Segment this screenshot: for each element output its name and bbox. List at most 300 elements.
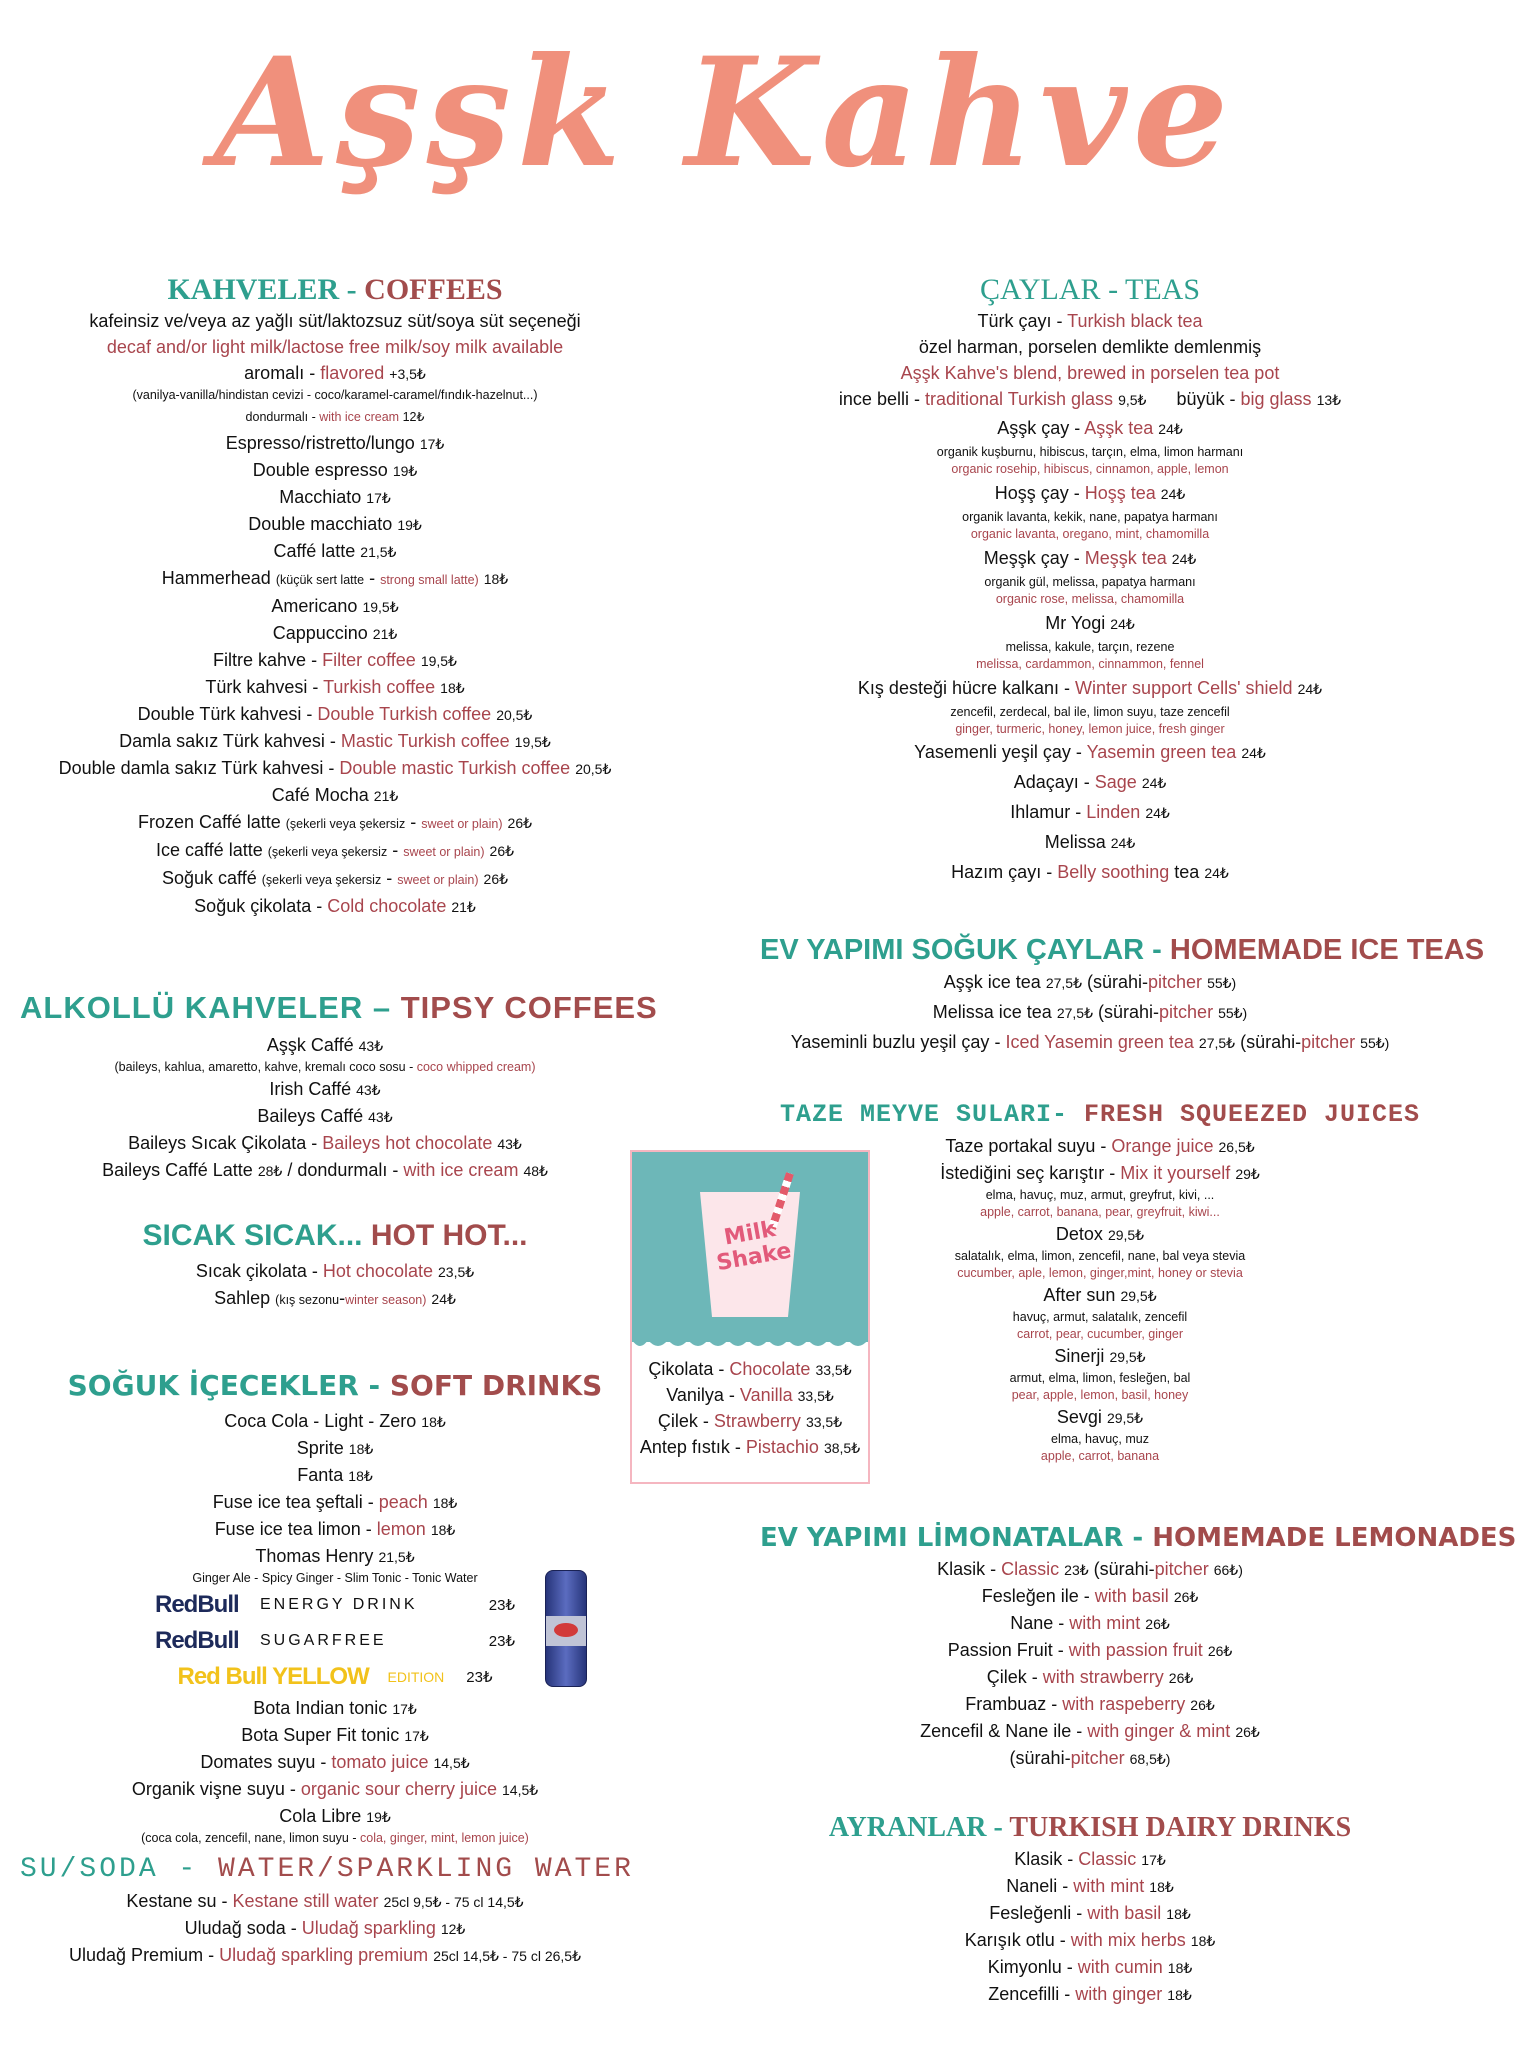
item-name: Filtre kahve [213,650,307,670]
menu-item: Soğuk caffé (şekerli veya şekersiz - sweet or plain) 26₺ [161,868,509,888]
item-name-en: peach [378,1492,428,1512]
menu-item [30,430,640,457]
pitcher-label-en: pitcher [1159,1002,1214,1022]
item-price: 18₺ [483,571,509,587]
menu-item: Fuse ice tea limon - lemon 18₺ [214,1519,456,1539]
item-price: 38,5₺ [823,1440,861,1456]
flavored-line: aromalı - flavored +3,5₺ [244,363,426,383]
item-name: Klasik [937,1559,986,1579]
menu-item: Nane - with mint 26₺ [1010,1613,1170,1633]
item-ingredients: havuç, armut, salatalık, zencefil [1012,1310,1188,1324]
menu-item: Aşşk çay - Aşşk tea 24₺ [997,418,1183,438]
item-name: Melissa [1044,832,1106,852]
item-name-en: Mastic Turkish coffee [340,731,510,751]
redbull-row [178,1659,493,1695]
menu-item: Taze portakal suyu - Orange juice 26,5₺ [945,1136,1255,1156]
item-ingredients-en: organic lavanta, oregano, mint, chamomilla [970,527,1210,541]
item-price: 26₺ [1145,1616,1170,1632]
pitcher-price: 55₺) [1207,975,1237,991]
menu-item: Fesleğenli - with basil 18₺ [989,1903,1191,1923]
item-price: 24₺ [1171,551,1197,567]
options-line: kafeinsiz ve/veya az yağlı süt/laktozsuz süt/soya süt seçeneği [89,311,581,331]
hot-heading: SICAK SICAK... HOT HOT... [142,1219,528,1252]
menu-item: Kestane su - Kestane still water 25cl 9,5₺ - 75 cl 14,5₺ [126,1891,524,1911]
item-name: Naneli [1006,1876,1058,1896]
menu-item: Naneli - with mint 18₺ [1006,1876,1174,1896]
menu-item: Baileys Caffé 43₺ [257,1106,393,1126]
item-name-en: Turkish coffee [323,677,436,697]
menu-item: İstediğini seç karıştır - Mix it yourself 29₺ [940,1163,1260,1183]
item-ingredients-en: pear, apple, lemon, basil, honey [1011,1388,1189,1402]
icetea-heading: EV YAPIMI SOĞUK ÇAYLAR - HOMEMADE ICE TEAS [760,934,1485,966]
item-price: 18₺ [1167,1960,1193,1976]
item-name: Sinerji [1054,1346,1105,1366]
item-price: 17₺ [392,1701,417,1717]
item-ingredients-en: apple, carrot, banana, pear, greyfruit, kiwi... [980,1205,1220,1219]
item-name: İstediğini seç karıştır [940,1163,1105,1183]
item-name: Double Türk kahvesi [137,704,302,724]
milkshake-list [632,1357,868,1461]
coffee-list [30,430,640,920]
item-name: Klasik [1014,1849,1063,1869]
menu-item: Meşşk çay - Meşşk tea 24₺ [983,548,1197,568]
tipsy-section [20,990,658,1184]
item-name: Hoşş çay [994,483,1069,503]
item-name: Aşşk ice tea [943,972,1041,992]
item-name: Çikolata [648,1359,714,1379]
menu-item: Hoşş çay - Hoşş tea 24₺ [994,483,1186,503]
item-name-en: Vanilla [739,1385,793,1405]
tea-list-2 [760,738,1420,888]
item-name: Aşşk çay [997,418,1070,438]
item-name-en: Double Turkish coffee [317,704,492,724]
item-price: 17₺ [366,490,391,506]
menu-item: Damla sakız Türk kahvesi - Mastic Turkish coffee 19,5₺ [119,731,551,751]
redbull-variant: ENERGY DRINK [260,1596,418,1613]
item-name-en: Linden [1086,802,1141,822]
item-ingredients-en: organic rose, melissa, chamomilla [995,592,1185,606]
menu-item [30,1722,640,1749]
item-name: Macchiato [279,487,362,507]
item-name: Ice caffé latte [155,840,263,860]
item-name-en: Hoşş tea [1084,483,1156,503]
menu-item: Antep fıstık - Pistachio 38,5₺ [639,1437,861,1457]
item-name: Ihlamur [1010,802,1071,822]
item-price: 19₺ [366,1809,391,1825]
item-price: 21,5₺ [378,1549,415,1565]
coffees-section [30,272,640,920]
menu-item: Domates suyu - tomato juice 14,5₺ [200,1752,470,1772]
item-name-en: with basil [1087,1903,1162,1923]
item-name: Fesleğenli [989,1903,1072,1923]
item-name-en: Orange juice [1111,1136,1214,1156]
lemonade-list [760,1556,1420,1745]
tea-glass-sizes: ince belli - traditional Turkish glass 9,5₺ büyük - big glass 13₺ [838,389,1342,409]
menu-item: Sahlep (kış sezonu-winter season) 24₺ [214,1288,456,1308]
item-price: 18₺ [430,1522,456,1538]
item-name: Vanilya [666,1385,724,1405]
item-ingredients-en: cucumber, aple, lemon, ginger,mint, honey or stevia [957,1266,1243,1280]
item-ingredients: elma, havuç, muz, armut, greyfrut, kivi, ... [985,1188,1215,1202]
item-ingredients: armut, elma, limon, fesleğen, bal [1009,1371,1191,1385]
ayran-list [760,1846,1420,2008]
pitcher-price: (sürahi-pitcher 68,5₺) [1009,1748,1171,1768]
item-name: Taze portakal suyu [945,1136,1096,1156]
item-price: 26₺ [1190,1697,1215,1713]
item-name: Nane [1010,1613,1054,1633]
item-name: Kış desteği hücre kalkanı [857,678,1060,698]
item-name: After sun [1043,1285,1116,1305]
pitcher-label-en: pitcher [1154,1559,1209,1579]
wave-decoration [632,1332,868,1354]
item-ingredients: organik kuşburnu, hibiscus, tarçın, elma, limon harmanı [936,445,1244,459]
item-price: 19₺ [397,517,422,533]
item-price: 19,5₺ [362,599,399,615]
item-price: 18₺ [1167,1987,1192,2003]
item-name: Organik vişne suyu [131,1779,285,1799]
item-name-en: Filter coffee [322,650,416,670]
item-name: Thomas Henry [255,1546,374,1566]
item-price: 18₺ [348,1441,374,1457]
item-price: 21₺ [373,788,399,804]
item-price: 18₺ [1149,1879,1174,1895]
juices-heading: TAZE MEYVE SULARI- FRESH SQUEEZED JUICES [779,1100,1421,1129]
item-price: 29,5₺ [1120,1288,1157,1304]
item-price: 33,5₺ [805,1414,843,1430]
item-name: Fuse ice tea şeftali [212,1492,363,1512]
item-name-en: Pistachio [745,1437,819,1457]
menu-item: Karışık otlu - with mix herbs 18₺ [964,1930,1216,1950]
item-name: Türk kahvesi [205,677,308,697]
item-name-suffix: tea [1174,862,1200,882]
redbull-row [155,1587,515,1623]
item-ingredients: organik lavanta, kekik, nane, papatya harmanı [962,510,1218,524]
ice-cream-line: dondurmalı - with ice cream 12₺ [245,410,425,424]
water-list [20,1888,630,1969]
menu-item: Filtre kahve - Filter coffee 19,5₺ [213,650,457,670]
menu-item [30,1803,640,1830]
item-price: 24₺ [1158,421,1183,437]
menu-item [30,620,640,647]
menu-item: Ihlamur - Linden 24₺ [1010,802,1170,822]
tea-list [760,413,1420,738]
menu-item [30,1695,640,1722]
item-name: Damla sakız Türk kahvesi [119,731,325,751]
item-name-en: Yasemin green tea [1086,742,1237,762]
flavor-list: (vanilya-vanilla/hindistan cevizi - coco/karamel-caramel/fındık-hazelnut...) [132,388,538,402]
redbull-price: 23₺ [466,1669,493,1686]
ayran-section [760,1810,1420,2008]
tea-blend-desc: özel harman, porselen demlikte demlenmiş [918,337,1262,357]
item-price: 18₺ [1190,1933,1216,1949]
menu-item: Çilek - Strawberry 33,5₺ [657,1411,843,1431]
options-line-en: decaf and/or light milk/lactose free milk/soy milk available [106,337,564,357]
redbull-row [155,1623,515,1659]
soft-list [30,1408,640,1570]
pitcher-label-en: pitcher [1301,1032,1356,1052]
milkshake-logo: Milk Shake [714,1216,794,1277]
item-name-en: Sage [1094,772,1137,792]
pitcher-label: (sürahi- [1093,1559,1155,1579]
item-name: Detox [1055,1224,1103,1244]
lemonades-section [760,1520,1516,1772]
item-note-en: sweet or plain) [397,873,479,887]
item-price: 26₺ [507,815,533,831]
item-name: Cappuccino [272,623,368,643]
item-name-en: Aşşk tea [1084,418,1154,438]
item-name: Antep fıstık [639,1437,730,1457]
item-name: Fesleğen ile [981,1586,1079,1606]
menu-item: Baileys Sıcak Çikolata - Baileys hot chocolate 43₺ [128,1133,522,1153]
menu-item: Uludağ soda - Uludağ sparkling 12₺ [184,1918,466,1938]
item-name-en: Cold chocolate [327,896,447,916]
item-name-en: with passion fruit [1068,1640,1203,1660]
item-name: Double macchiato [248,514,393,534]
lemonades-heading: EV YAPIMI LİMONATALAR - HOMEMADE LEMONADES [760,1523,1516,1553]
item-note: (küçük sert latte [275,573,365,587]
item-price: 25cl 14,5₺ - 75 cl 26,5₺ [433,1948,581,1964]
menu-item: Sıcak çikolata - Hot chocolate 23,5₺ [195,1261,475,1281]
water-section [20,1852,634,1969]
item-name: Fanta [297,1465,344,1485]
item-price: 20,5₺ [496,707,533,723]
menu-item [30,1543,640,1570]
item-name-en: Mix it yourself [1120,1163,1231,1183]
menu-item: Irish Caffé 43₺ [269,1079,381,1099]
item-name: Bota Indian tonic [253,1698,388,1718]
item-price: 19,5₺ [514,734,551,750]
item-name: Passion Fruit [947,1640,1053,1660]
item-price: 24₺ [1141,775,1167,791]
item-name-en: Belly soothing [1057,862,1170,882]
redbull-variant: EDITION [387,1669,445,1685]
item-name-en: Kestane still water [232,1891,379,1911]
item-price: 21₺ [372,626,398,642]
menu-item: Türk çayı - Turkish black tea [977,311,1203,331]
item-name: Soğuk çikolata [194,896,312,916]
item-name-en: Uludağ sparkling [301,1918,436,1938]
menu-item [30,1435,640,1462]
item-price: 20,5₺ [575,761,612,777]
item-name-en: with mix herbs [1070,1930,1186,1950]
item-name: Frozen Caffé latte [137,812,281,832]
menu-item: Türk kahvesi - Turkish coffee 18₺ [205,677,465,697]
item-name: Caffé latte [273,541,356,561]
item-price: 25cl 9,5₺ - 75 cl 14,5₺ [383,1894,524,1910]
item-name-en: Double mastic Turkish coffee [339,758,571,778]
menu-item [760,608,1420,639]
item-price: 33,5₺ [815,1362,852,1378]
menu-item: Yasemenli yeşil çay - Yasemin green tea 24₺ [914,742,1266,762]
item-name: Zencefil & Nane ile [920,1721,1072,1741]
item-price: 17₺ [419,436,445,452]
item-note-en: sweet or plain) [403,845,485,859]
item-note-en: strong small latte) [380,573,479,587]
item-name: Domates suyu [200,1752,316,1772]
redbull-logo: RedBull [155,1627,239,1654]
item-name: Yasemenli yeşil çay [914,742,1071,762]
item-name-en: lemon [376,1519,426,1539]
milkshake-panel [630,1150,870,1484]
item-price: 24₺ [1204,865,1229,881]
item-name-en: Chocolate [729,1359,811,1379]
item-price: 14,5₺ [502,1782,539,1798]
item-ingredients-en: apple, carrot, banana [1040,1449,1160,1463]
menu-item [30,1408,640,1435]
menu-item: Organik vişne suyu - organic sour cherry juice 14,5₺ [131,1779,539,1799]
menu-item: Çilek - with strawberry 26₺ [986,1667,1194,1687]
item-price: 17₺ [1141,1852,1166,1868]
item-price: 27,5₺ [1045,975,1082,991]
item-price: 26₺ [1173,1589,1199,1605]
tea-blend-desc-en: Aşşk Kahve's blend, brewed in porselen tea pot [900,363,1280,383]
item-price: 24₺ [1297,681,1323,697]
item-name-en: with strawberry [1042,1667,1164,1687]
item-ingredients-en: carrot, pear, cucumber, ginger [1016,1327,1184,1341]
item-price: 29,5₺ [1106,1410,1144,1426]
item-price: 23₺ [1064,1562,1089,1578]
item-price: 24₺ [1160,486,1186,502]
pitcher-label: (sürahi- [1240,1032,1302,1052]
menu-item: Double Türk kahvesi - Double Turkish coffee 20,5₺ [137,704,533,724]
item-name: Frambuaz [965,1694,1047,1714]
menu-item: Frozen Caffé latte (şekerli veya şekersiz - sweet or plain) 26₺ [137,812,533,832]
item-note: (şekerli veya şekersiz [285,817,406,831]
redbull-price: 23₺ [488,1633,515,1650]
pitcher-label-en: pitcher [1148,972,1203,992]
menu-item [760,828,1420,858]
menu-item: Zencefilli - with ginger 18₺ [988,1984,1192,2004]
item-name-en: Classic [1001,1559,1060,1579]
menu-item [760,968,1420,998]
item-price: 26₺ [483,871,509,887]
item-name: Hammerhead [161,568,271,588]
item-ingredients: melissa, kakule, tarçın, rezene [1005,640,1175,654]
item-name: Çilek [657,1411,698,1431]
item-price: 12₺ [440,1921,466,1937]
item-name-en: Uludağ sparkling premium [219,1945,429,1965]
item-name: Bota Super Fit tonic [241,1725,400,1745]
pitcher-label: (sürahi- [1098,1002,1160,1022]
item-name: Double espresso [252,460,388,480]
menu-item [30,538,640,565]
item-price: 26₺ [1235,1724,1260,1740]
item-price: 29,5₺ [1107,1227,1145,1243]
item-price: 21₺ [451,899,476,915]
item-name-en: with ginger [1075,1984,1163,2004]
menu-item: Yaseminli buzlu yeşil çay - Iced Yasemin green tea 27,5₺ (sürahi-pitcher 55₺) [790,1032,1390,1052]
item-price: 18₺ [440,680,465,696]
menu-item [30,1462,640,1489]
item-name: Adaçayı [1013,772,1079,792]
item-name-en: with mint [1069,1613,1141,1633]
item-price: 26,5₺ [1218,1139,1255,1155]
item-name: Çilek [986,1667,1027,1687]
item-name-en: with mint [1073,1876,1145,1896]
menu-item [30,593,640,620]
item-name: Zencefilli [988,1984,1060,2004]
menu-item: Hammerhead (küçük sert latte - strong small latte) 18₺ [161,568,509,588]
item-name-en: Iced Yasemin green tea [1005,1032,1194,1052]
item-ingredients-en: organic rosehip, hibiscus, cinnamon, apple, lemon [951,462,1229,476]
menu-item [30,457,640,484]
menu-item: Vanilya - Vanilla 33,5₺ [666,1385,834,1405]
item-name: Fuse ice tea limon [214,1519,361,1539]
item-price: 26₺ [1207,1643,1233,1659]
item-price: 21,5₺ [360,544,397,560]
thomas-henry-flavors: Ginger Ale - Spicy Ginger - Slim Tonic - Tonic Water [192,1571,478,1585]
soft-list-2 [30,1695,640,1830]
pitcher-price: 66₺) [1213,1562,1243,1578]
item-price: 17₺ [404,1728,429,1744]
menu-item: Fuse ice tea şeftali - peach 18₺ [212,1492,458,1512]
menu-item: Zencefil & Nane ile - with ginger & mint 26₺ [920,1721,1260,1741]
item-name: Americano [271,596,358,616]
item-price: 24₺ [1145,805,1170,821]
item-price: 27,5₺ [1198,1035,1236,1051]
item-name: Café Mocha [271,785,369,805]
item-ingredients: elma, havuç, muz [1051,1432,1149,1446]
ayran-heading: AYRANLAR - TURKISH DAIRY DRINKS [828,1812,1352,1843]
coffees-heading: KAHVELER - COFFEES [167,273,503,306]
item-name: Double damla sakız Türk kahvesi [58,758,324,778]
item-ingredients: salatalık, elma, limon, zencefil, nane, bal veya stevia [954,1249,1246,1263]
cola-libre-desc: (coca cola, zencefil, nane, limon suyu - cola, ginger, mint, lemon juice) [141,1831,529,1845]
menu-item: Adaçayı - Sage 24₺ [1013,772,1167,792]
item-name: Yaseminli buzlu yeşil çay [790,1032,990,1052]
menu-item-desc: (baileys, kahlua, amaretto, kahve, kremalı coco sosu - coco whipped cream) [114,1060,536,1074]
menu-item: Double damla sakız Türk kahvesi - Double mastic Turkish coffee 20,5₺ [58,758,612,778]
teas-section [760,272,1420,888]
pitcher-price: 55₺) [1218,1005,1248,1021]
pitcher-price: 55₺) [1360,1035,1390,1051]
redbull-can-image [545,1570,587,1687]
menu-item: Soğuk çikolata - Cold chocolate 21₺ [194,896,476,916]
item-ingredients: zencefil, zerdecal, bal ile, limon suyu, taze zencefil [950,705,1230,719]
menu-item [30,511,640,538]
item-price: 24₺ [1110,616,1135,632]
item-price: 27,5₺ [1056,1005,1093,1021]
menu-item: Klasik - Classic 17₺ [1014,1849,1166,1869]
item-price: 26₺ [489,843,515,859]
menu-item [760,998,1420,1028]
item-price: 26₺ [1168,1670,1194,1686]
menu-item: Kış desteği hücre kalkanı - Winter support Cells' shield 24₺ [857,678,1323,698]
menu-item [30,782,640,809]
pitcher-label: (sürahi- [1087,972,1149,992]
item-name: Meşşk çay [983,548,1069,568]
item-price: 33,5₺ [797,1388,834,1404]
item-name-en: Winter support Cells' shield [1075,678,1293,698]
teas-heading: ÇAYLAR - TEAS [979,273,1201,306]
menu-item: Ice caffé latte (şekerli veya şekersiz - sweet or plain) 26₺ [155,840,515,860]
item-price: 19,5₺ [420,653,457,669]
menu-item: Hazım çayı - Belly soothing tea 24₺ [951,862,1229,882]
item-name: Soğuk caffé [161,868,257,888]
item-name-en: organic sour cherry juice [300,1779,497,1799]
item-name-en: with basil [1094,1586,1169,1606]
item-name: Melissa ice tea [932,1002,1052,1022]
menu-item: Fesleğen ile - with basil 26₺ [981,1586,1199,1606]
item-ingredients-en: melissa, cardammon, cinnammon, fennel [976,657,1204,671]
item-name-en: tomato juice [331,1752,429,1772]
redbull-logo: RedBull [155,1591,239,1618]
menu-item: Çikolata - Chocolate 33,5₺ [648,1359,852,1379]
item-name-en: with raspeberry [1062,1694,1186,1714]
cafe-title: Aşşk Kahve [213,25,1235,201]
menu-item: Uludağ Premium - Uludağ sparkling premium 25cl 14,5₺ - 75 cl 26,5₺ [69,1945,581,1965]
item-name: Sevgi [1056,1407,1102,1427]
